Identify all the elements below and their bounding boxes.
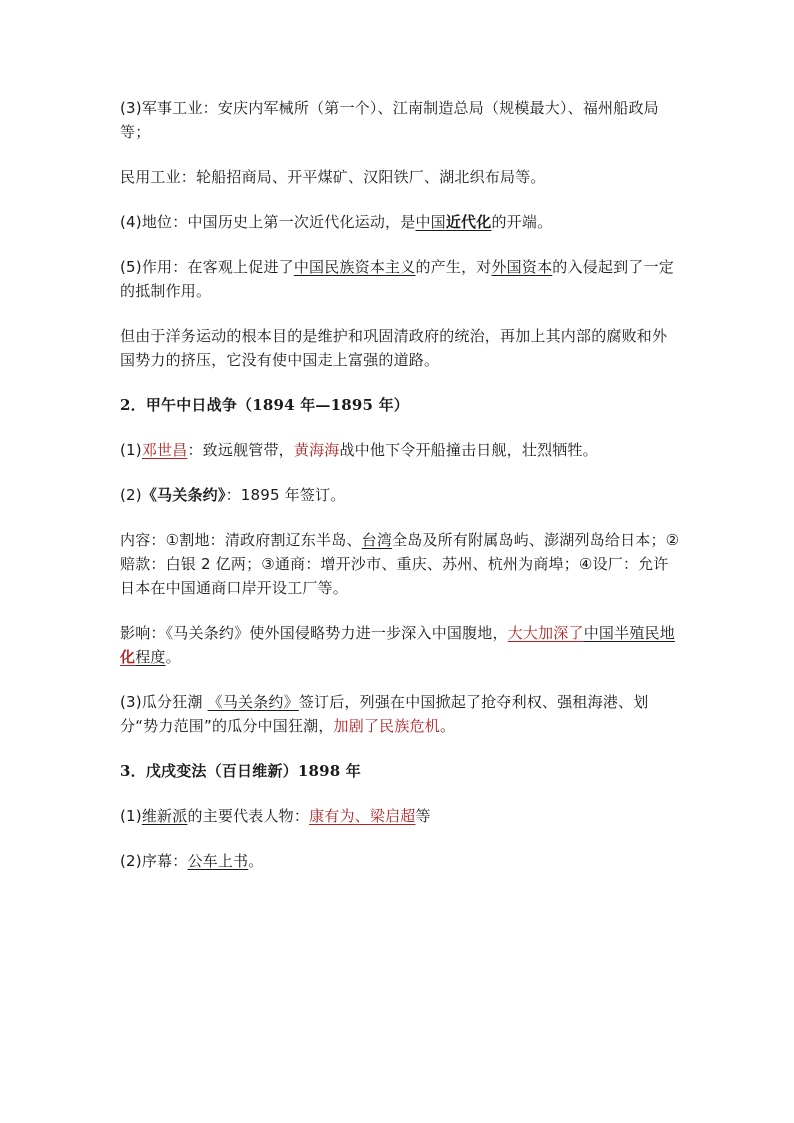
text-span: (3)瓜分狂潮 xyxy=(120,693,208,711)
highlighted-term: 化 xyxy=(120,648,136,666)
text-span: 内容：①割地：清政府割辽东半岛、 xyxy=(120,531,362,549)
text-span: 。 xyxy=(165,648,181,666)
underlined-term: 程度 xyxy=(135,648,166,666)
highlighted-term: 黄海海 xyxy=(293,441,340,459)
document-page xyxy=(120,96,680,873)
treaty-paragraph xyxy=(120,483,680,507)
underlined-term: 《马关条约》 xyxy=(207,693,299,711)
highlighted-name: 康有为 xyxy=(309,807,355,825)
text-span: 的开端。 xyxy=(491,213,553,231)
text-span: 的产生，对 xyxy=(415,258,492,276)
text-span: (1) xyxy=(120,807,142,825)
text-span: (5)作用：在客观上促进了 xyxy=(120,258,294,276)
civil-industry-paragraph: 民用工业：轮船招商局、开平煤矿、汉阳铁厂、湖北织布局等。 xyxy=(120,168,546,186)
highlighted-term: 加剧了民族危机 xyxy=(333,717,440,735)
text-span: ：1895 年签订。 xyxy=(225,486,346,504)
text-span: 、 xyxy=(354,807,370,825)
conclusion-paragraph: 但由于洋务运动的根本目的是维护和巩固清政府的统治，再加上其内部的腐败和外国势力的挤压，它没有使中国走上富强的道路。 xyxy=(120,327,668,369)
text-span: 的主要代表人物： xyxy=(187,807,310,825)
text-span: 全岛及所有附属岛屿、澎湖列岛给日本；②赔款：白银 2 亿两；③通商：增开沙市、重庆、苏州、杭州为商埠；④设厂：允许日本在中国通商口岸开设工厂等。 xyxy=(120,531,680,597)
text-span: (2) xyxy=(120,486,142,504)
underlined-term: 中国半殖民地 xyxy=(583,624,675,642)
text-span: (4)地位：中国历史上第一次近代化运动，是 xyxy=(120,213,416,231)
text-span: 签订后，列强在中国掀起了抢夺利权、强租海港、划分“势力范围”的瓜分中国狂潮， xyxy=(120,693,649,735)
underlined-term: 维新派 xyxy=(141,807,188,825)
military-industry-paragraph: (3)军事工业：安庆内军械所（第一个）、江南制造总局（规模最大）、福州船政局等； xyxy=(120,99,659,141)
text-span: 。 xyxy=(248,852,264,870)
treaty-impact-paragraph xyxy=(120,621,680,669)
treaty-title: 《马关条约》 xyxy=(141,486,226,504)
reformers-paragraph xyxy=(120,804,680,828)
underlined-term: 公车上书 xyxy=(187,852,249,870)
underlined-term-bold: 近代化 xyxy=(445,213,492,231)
section-heading-2: 2．甲午中日战争（1894 年—1895 年） xyxy=(120,396,409,414)
highlighted-term: 大大加深了 xyxy=(507,624,584,642)
text-span: 。 xyxy=(439,717,456,735)
text-span: ：致远舰管带， xyxy=(187,441,294,459)
section-heading-3: 3．戊戌变法（百日维新）1898 年 xyxy=(120,762,362,780)
underlined-term: 中国 xyxy=(415,213,446,231)
deng-shichang-paragraph xyxy=(120,438,680,462)
underlined-term: 外国资本 xyxy=(491,258,553,276)
highlighted-name: 邓世昌 xyxy=(141,441,188,459)
prelude-paragraph xyxy=(120,849,680,873)
text-span: (1) xyxy=(120,441,142,459)
highlighted-name: 梁启超 xyxy=(369,807,416,825)
effect-paragraph xyxy=(120,255,680,303)
status-paragraph xyxy=(120,210,680,234)
underlined-term: 中国民族资本主义 xyxy=(293,258,416,276)
text-span: (2)序幕： xyxy=(120,852,188,870)
underlined-term: 台湾 xyxy=(361,531,393,549)
text-span: 战中他下令开船撞击日舰，壮烈牺牲。 xyxy=(339,441,598,459)
text-span: 等 xyxy=(415,807,431,825)
text-span: 影响：《马关条约》使外国侵略势力进一步深入中国腹地， xyxy=(120,624,508,642)
text-span: 的入侵起到了一定的抵制作用。 xyxy=(120,258,674,300)
treaty-content-paragraph xyxy=(120,528,680,600)
partition-paragraph xyxy=(120,690,680,738)
